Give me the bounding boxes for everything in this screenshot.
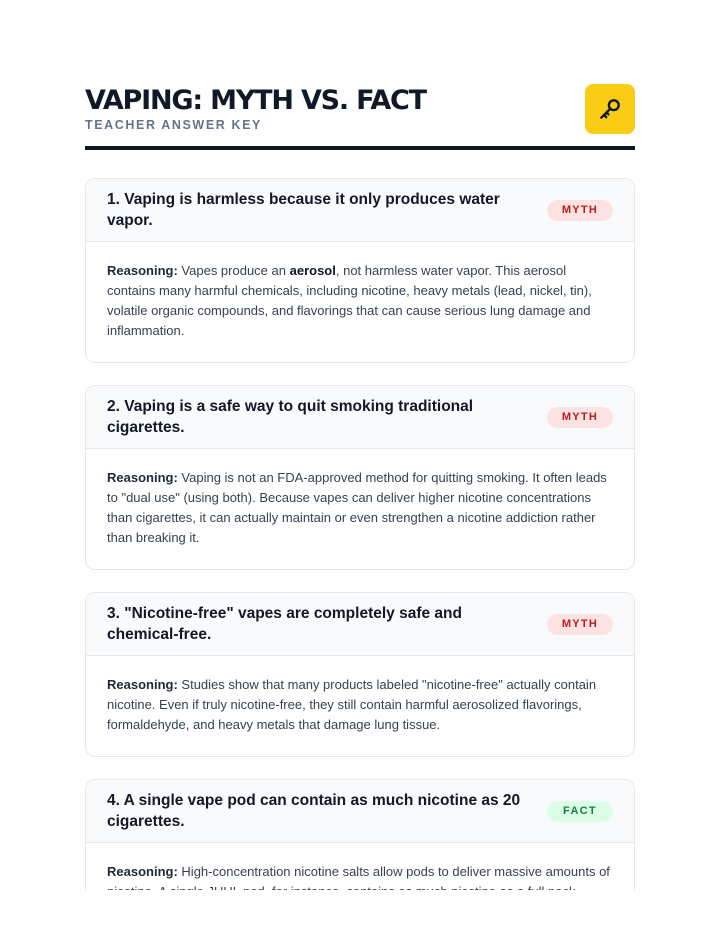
verdict-badge-myth: MYTH: [547, 614, 613, 635]
key-icon-badge: [585, 84, 635, 134]
reasoning-part: Vapes produce an: [181, 263, 286, 278]
reasoning-label: Reasoning:: [107, 677, 178, 692]
key-icon: [597, 96, 623, 122]
reasoning-part: , not harmless water vapor. This aerosol contains many harmful chemicals, including nicotine, heavy metals (lead, nickel, tin), volatile organic compounds, and flavorings that can cause serious lung damage and inflammation.: [107, 263, 592, 338]
page-subtitle: TEACHER ANSWER KEY: [85, 118, 262, 132]
statement-header: [86, 386, 634, 449]
statement-header: [86, 780, 634, 843]
reasoning-text: [86, 656, 634, 756]
statement-card-1: [85, 178, 635, 363]
reasoning-part: Studies show that many products labeled "nicotine-free" actually contain nicotine. Even if truly nicotine-free, they still contain harmful aerosolized flavorings, formaldehyde, and heavy metals that damage lung tissue.: [107, 677, 597, 732]
statement-text: 2. Vaping is a safe way to quit smoking traditional cigarettes.: [107, 398, 474, 436]
reasoning-part: Vaping is not an FDA-approved method for quitting smoking. It often leads to "dual use" (using both). Because vapes can deliver higher nicotine concentrations than cigarettes, it can actually maintain or even strengthen a nicotine addiction rather than breaking it.: [107, 470, 607, 545]
reasoning-text: [86, 242, 634, 362]
statement-text: 3. "Nicotine-free" vapes are completely safe and chemical-free.: [107, 605, 462, 643]
statement-card-2: [85, 385, 635, 570]
statement-card-3: [85, 592, 635, 757]
page-title: VAPING: MYTH VS. FACT: [85, 85, 426, 116]
page-bottom-mask: [0, 890, 720, 932]
statement-text: 1. Vaping is harmless because it only produces water vapor.: [107, 191, 500, 229]
verdict-badge-myth: MYTH: [547, 200, 613, 221]
statement-list: [85, 178, 635, 923]
reasoning-label: Reasoning:: [107, 470, 178, 485]
verdict-badge-myth: MYTH: [547, 407, 613, 428]
statement-header: [86, 179, 634, 242]
reasoning-label: Reasoning:: [107, 263, 178, 278]
reasoning-text: [86, 449, 634, 569]
verdict-badge-fact: FACT: [547, 801, 613, 822]
reasoning-emphasis: aerosol: [289, 263, 336, 278]
statement-text: 4. A single vape pod can contain as much nicotine as 20 cigarettes.: [107, 792, 521, 830]
reasoning-label: Reasoning:: [107, 864, 178, 879]
reasoning-part: High-concentration nicotine salts allow pods to deliver massive amounts of: [181, 864, 610, 879]
page-header: [85, 84, 635, 150]
statement-header: [86, 593, 634, 656]
